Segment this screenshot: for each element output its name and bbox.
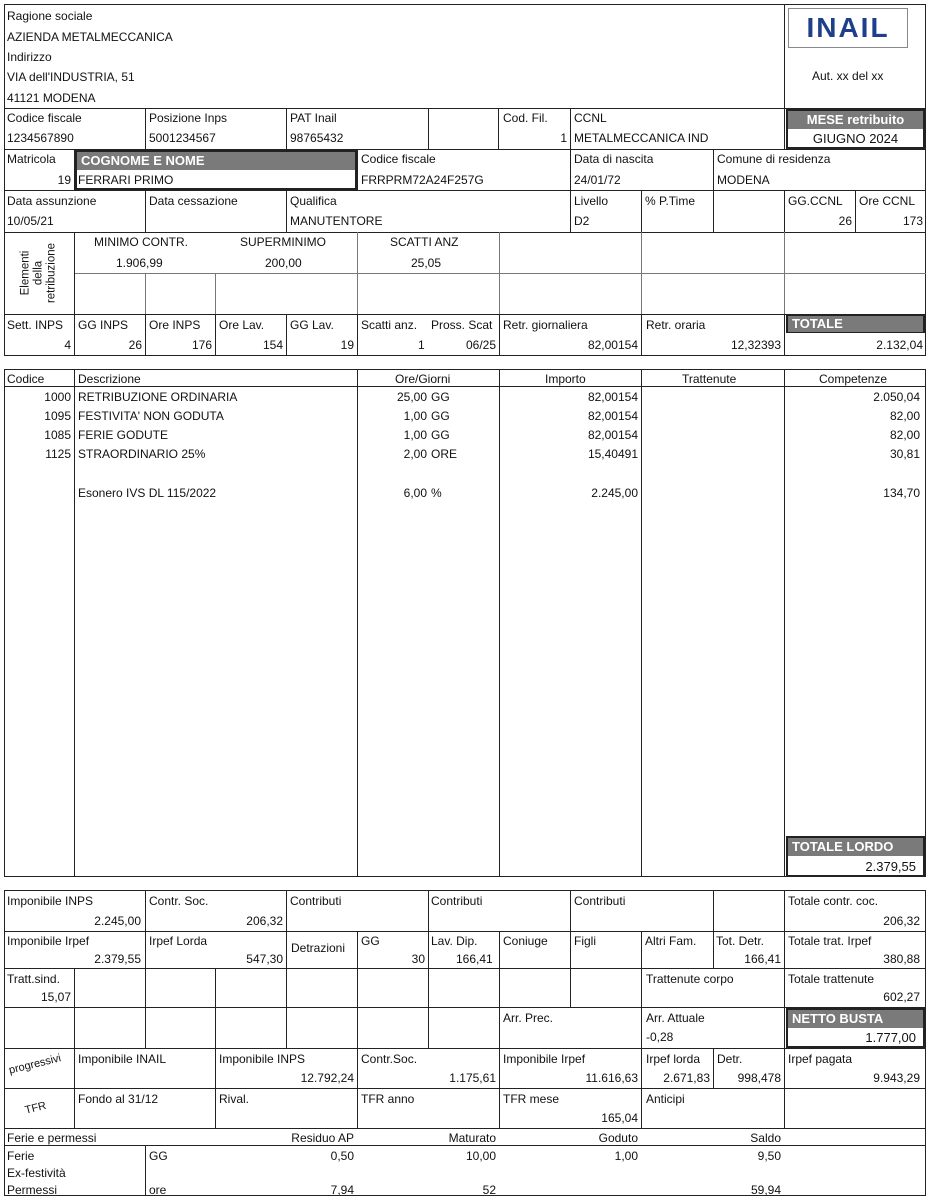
ggccnl-value: 26	[838, 214, 852, 228]
sind-label: Tratt.sind.	[7, 972, 60, 986]
detrazioni-label: Detrazioni	[291, 941, 346, 955]
scatti-anz-value: 25,05	[411, 256, 442, 270]
imp-irpef-value: 2.379,55	[94, 952, 141, 966]
imp-inps-value: 2.245,00	[94, 914, 141, 928]
p-inps-label: Imponibile INPS	[219, 1052, 306, 1066]
ore-lav-label: Ore Lav.	[219, 318, 265, 332]
superminimo-value: 200,00	[265, 256, 302, 270]
progressivi-label: progressivi	[7, 1052, 63, 1077]
figli-label: Figli	[574, 934, 597, 948]
table-row-importo: 15,40491	[587, 447, 638, 461]
indirizzo-label: Indirizzo	[7, 50, 52, 64]
tot-tratt-value: 602,27	[883, 990, 920, 1004]
col-ore: Ore/Giorni	[395, 372, 451, 386]
ferie-title: Ferie e permessi	[7, 1131, 97, 1145]
mese-value: GIUGNO 2024	[812, 131, 899, 146]
table-row-importo: 2.245,00	[591, 486, 638, 500]
lav-dip-label: Lav. Dip.	[431, 934, 478, 948]
indirizzo-line1: VIA dell'INDUSTRIA, 51	[7, 70, 135, 84]
oreccnl-value: 173	[902, 214, 923, 228]
imp-irpef-label: Imponibile Irpef	[7, 934, 90, 948]
table-row-descrizione: Esonero IVS DL 115/2022	[78, 486, 217, 500]
gg-inps-value: 26	[128, 338, 142, 352]
table-row-ore: 25,00	[396, 390, 427, 404]
pat-label: PAT Inail	[290, 111, 337, 125]
tfr-anno-label: TFR anno	[361, 1092, 415, 1106]
comune-value: MODENA	[717, 173, 770, 187]
residuo-label: Residuo AP	[291, 1131, 354, 1145]
cessazione-label: Data cessazione	[149, 194, 238, 208]
permessi-row-unita: ore	[149, 1183, 167, 1197]
netto-value: 1.777,00	[865, 1030, 916, 1045]
minimo-label: MINIMO CONTR.	[94, 235, 188, 249]
nascita-label: Data di nascita	[574, 152, 654, 166]
ore-lav-value: 154	[262, 338, 283, 352]
col-codice: Codice	[7, 372, 45, 386]
altri-fam-label: Altri Fam.	[645, 934, 697, 948]
scatti-label: Scatti anz.	[361, 318, 418, 332]
table-row-competenze: 30,81	[889, 447, 920, 461]
ccnl-value: METALMECCANICA IND	[574, 131, 709, 145]
scatti-value: 1	[418, 338, 425, 352]
ferie-row-residuo: 0,50	[330, 1149, 354, 1163]
superminimo-label: SUPERMINIMO	[240, 235, 327, 249]
gg-inps-label: GG INPS	[78, 318, 129, 332]
ccnl-label: CCNL	[574, 111, 607, 125]
contributi-3-label: Contributi	[574, 894, 626, 908]
minimo-value: 1.906,99	[116, 256, 163, 270]
retr-giorn-label: Retr. giornaliera	[503, 318, 588, 332]
ragione-label: Ragione sociale	[7, 9, 93, 23]
ferie-row-unita: GG	[149, 1149, 168, 1163]
fondo-label: Fondo al 31/12	[78, 1092, 159, 1106]
p-pagata-value: 9.943,29	[873, 1071, 920, 1085]
table-row-ore: 1,00	[403, 428, 427, 442]
ggccnl-label: GG.CCNL	[788, 194, 843, 208]
table-row-codice: 1000	[44, 390, 71, 404]
permessi-row-saldo: 59,94	[750, 1183, 781, 1197]
arr-prec-label: Arr. Prec.	[503, 1011, 554, 1025]
table-row-competenze: 2.050,04	[873, 390, 920, 404]
gg-label: GG	[361, 934, 380, 948]
lav-dip-value: 166,41	[456, 952, 493, 966]
table-row-importo: 82,00154	[587, 428, 638, 442]
contr-soc-label: Contr. Soc.	[149, 894, 209, 908]
table-row-competenze: 134,70	[883, 486, 920, 500]
table-row-descrizione: STRAORDINARIO 25%	[78, 447, 206, 461]
comune-label: Comune di residenza	[717, 152, 831, 166]
p-contr-label: Contr.Soc.	[361, 1052, 418, 1066]
gg-value: 30	[411, 952, 425, 966]
p-inail-label: Imponibile INAIL	[78, 1052, 167, 1066]
p-irpef-label: Imponibile Irpef	[503, 1052, 586, 1066]
ferie-row-label: Ferie	[7, 1149, 35, 1163]
oreccnl-label: Ore CCNL	[859, 194, 916, 208]
table-row-unita: GG	[431, 390, 450, 404]
totale-lordo-label: TOTALE LORDO	[788, 838, 923, 856]
maturato-label: Maturato	[448, 1131, 496, 1145]
permessi-row-maturato: 52	[482, 1183, 496, 1197]
cod-fisc-label: Codice fiscale	[7, 111, 82, 125]
inail-logo-text: INAIL	[806, 12, 890, 43]
assunzione-label: Data assunzione	[7, 194, 97, 208]
retr-giorn-value: 82,00154	[587, 338, 638, 352]
table-row-importo: 82,00154	[587, 409, 638, 423]
sind-value: 15,07	[40, 990, 71, 1004]
table-row-ore: 1,00	[403, 409, 427, 423]
table-row-importo: 82,00154	[587, 390, 638, 404]
col-importo: Importo	[545, 372, 586, 386]
ferie-row-goduto: 1,00	[614, 1149, 638, 1163]
exfest-row-label: Ex-festività	[7, 1166, 66, 1180]
imp-inps-label: Imponibile INPS	[7, 894, 94, 908]
irpef-lorda-label: Irpef Lorda	[149, 934, 208, 948]
permessi-row-label: Permessi	[7, 1183, 58, 1197]
scatti-anz-label: SCATTI ANZ	[390, 235, 459, 249]
retr-oraria-value: 12,32393	[730, 338, 781, 352]
ptime-label: % P.Time	[645, 194, 696, 208]
cod-fisc-value: 1234567890	[7, 131, 74, 145]
tot-contr-label: Totale contr. coc.	[788, 894, 879, 908]
cf-value: FRRPRM72A24F257G	[361, 173, 484, 187]
p-lorda-label: Irpef lorda	[646, 1052, 701, 1066]
mese-label: MESE retribuito	[788, 111, 923, 129]
contributi-2-label: Contributi	[431, 894, 483, 908]
retr-oraria-label: Retr. oraria	[646, 318, 706, 332]
table-row-descrizione: FERIE GODUTE	[78, 428, 169, 442]
matricola-value: 19	[57, 173, 71, 187]
pat-value: 98765432	[290, 131, 344, 145]
p-inps-value: 12.792,24	[300, 1071, 354, 1085]
cod-fil-value: 1	[560, 131, 567, 145]
table-row-ore: 6,00	[403, 486, 427, 500]
ragione-value: AZIENDA METALMECCANICA	[7, 30, 173, 44]
totale-value: 2.132,04	[876, 338, 923, 352]
cf-label: Codice fiscale	[361, 152, 436, 166]
tratt-corpo-label: Trattenute corpo	[646, 972, 734, 986]
ferie-row-saldo: 9,50	[757, 1149, 781, 1163]
table-row-competenze: 82,00	[889, 428, 920, 442]
anticipi-label: Anticipi	[646, 1092, 685, 1106]
livello-label: Livello	[574, 194, 609, 208]
pos-inps-value: 5001234567	[149, 131, 216, 145]
col-descrizione: Descrizione	[78, 372, 141, 386]
cod-fil-label: Cod. Fil.	[503, 111, 548, 125]
gg-lav-label: GG Lav.	[290, 318, 334, 332]
pos-inps-label: Posizione Inps	[149, 111, 228, 125]
irpef-lorda-value: 547,30	[246, 952, 283, 966]
tot-detr-value: 166,41	[744, 952, 781, 966]
elementi-side-label	[4, 232, 74, 314]
p-pagata-label: Irpef pagata	[788, 1052, 853, 1066]
rival-label: Rival.	[219, 1092, 250, 1106]
elementi-line2: della	[32, 260, 45, 286]
matricola-label: Matricola	[7, 152, 56, 166]
p-lorda-value: 2.671,83	[663, 1071, 710, 1085]
livello-value: D2	[574, 214, 590, 228]
tot-detr-label: Tot. Detr.	[716, 934, 765, 948]
permessi-row-residuo: 7,94	[330, 1183, 354, 1197]
gg-lav-value: 19	[340, 338, 354, 352]
table-row-ore: 2,00	[403, 447, 427, 461]
table-row-descrizione: FESTIVITA' NON GODUTA	[78, 409, 224, 423]
assunzione-value: 10/05/21	[7, 214, 54, 228]
table-row-codice: 1085	[44, 428, 71, 442]
table-row-codice: 1125	[45, 447, 71, 461]
indirizzo-line2: 41121 MODENA	[7, 91, 96, 105]
nome-label: COGNOME E NOME	[77, 152, 355, 170]
saldo-label: Saldo	[750, 1131, 781, 1145]
goduto-label: Goduto	[598, 1131, 638, 1145]
tfr-mese-value: 165,04	[601, 1111, 638, 1125]
col-trattenute: Trattenute	[682, 372, 737, 386]
table-row-unita: %	[431, 486, 442, 500]
arr-att-label: Arr. Attuale	[646, 1011, 705, 1025]
elementi-line3: retribuzione	[45, 242, 58, 304]
p-irpef-value: 11.616,63	[585, 1071, 638, 1085]
tot-irpef-value: 380,88	[883, 952, 920, 966]
contributi-1-label: Contributi	[290, 894, 342, 908]
p-contr-value: 1.175,61	[449, 1071, 496, 1085]
table-row-unita: GG	[431, 409, 450, 423]
table-row-competenze: 82,00	[889, 409, 920, 423]
ferie-row-maturato: 10,00	[465, 1149, 496, 1163]
pross-label: Pross. Scat	[431, 318, 493, 332]
tot-tratt-label: Totale trattenute	[788, 972, 875, 986]
totale-lordo-value: 2.379,55	[865, 859, 916, 874]
tot-contr-value: 206,32	[883, 914, 920, 928]
table-row-descrizione: RETRIBUZIONE ORDINARIA	[78, 390, 238, 404]
elementi-line1: Elementi	[19, 250, 32, 296]
pross-value: 06/25	[465, 338, 496, 352]
qualifica-label: Qualifica	[290, 194, 337, 208]
tot-irpef-label: Totale trat. Irpef	[788, 934, 872, 948]
nome-value: FERRARI PRIMO	[78, 173, 174, 187]
ore-inps-label: Ore INPS	[149, 318, 201, 332]
tfr-label: TFR	[23, 1099, 48, 1117]
p-detr-value: 998,478	[737, 1071, 781, 1085]
table-row-codice: 1095	[44, 409, 71, 423]
tfr-mese-label: TFR mese	[503, 1092, 560, 1106]
totale-label: TOTALE	[788, 316, 923, 332]
p-detr-label: Detr.	[717, 1052, 743, 1066]
arr-att-value: -0,28	[646, 1030, 674, 1044]
inail-logo	[788, 8, 908, 48]
qualifica-value: MANUTENTORE	[290, 214, 383, 228]
sett-inps-value: 4	[64, 338, 71, 352]
table-row-unita: GG	[431, 428, 450, 442]
table-row-unita: ORE	[431, 447, 458, 461]
coniuge-label: Coniuge	[503, 934, 548, 948]
ore-inps-value: 176	[191, 338, 212, 352]
aut-label: Aut. xx del xx	[812, 69, 884, 83]
nascita-value: 24/01/72	[574, 173, 621, 187]
col-competenze: Competenze	[819, 372, 888, 386]
netto-label: NETTO BUSTA	[788, 1010, 923, 1028]
sett-inps-label: Sett. INPS	[7, 318, 64, 332]
contr-soc-value: 206,32	[246, 914, 283, 928]
